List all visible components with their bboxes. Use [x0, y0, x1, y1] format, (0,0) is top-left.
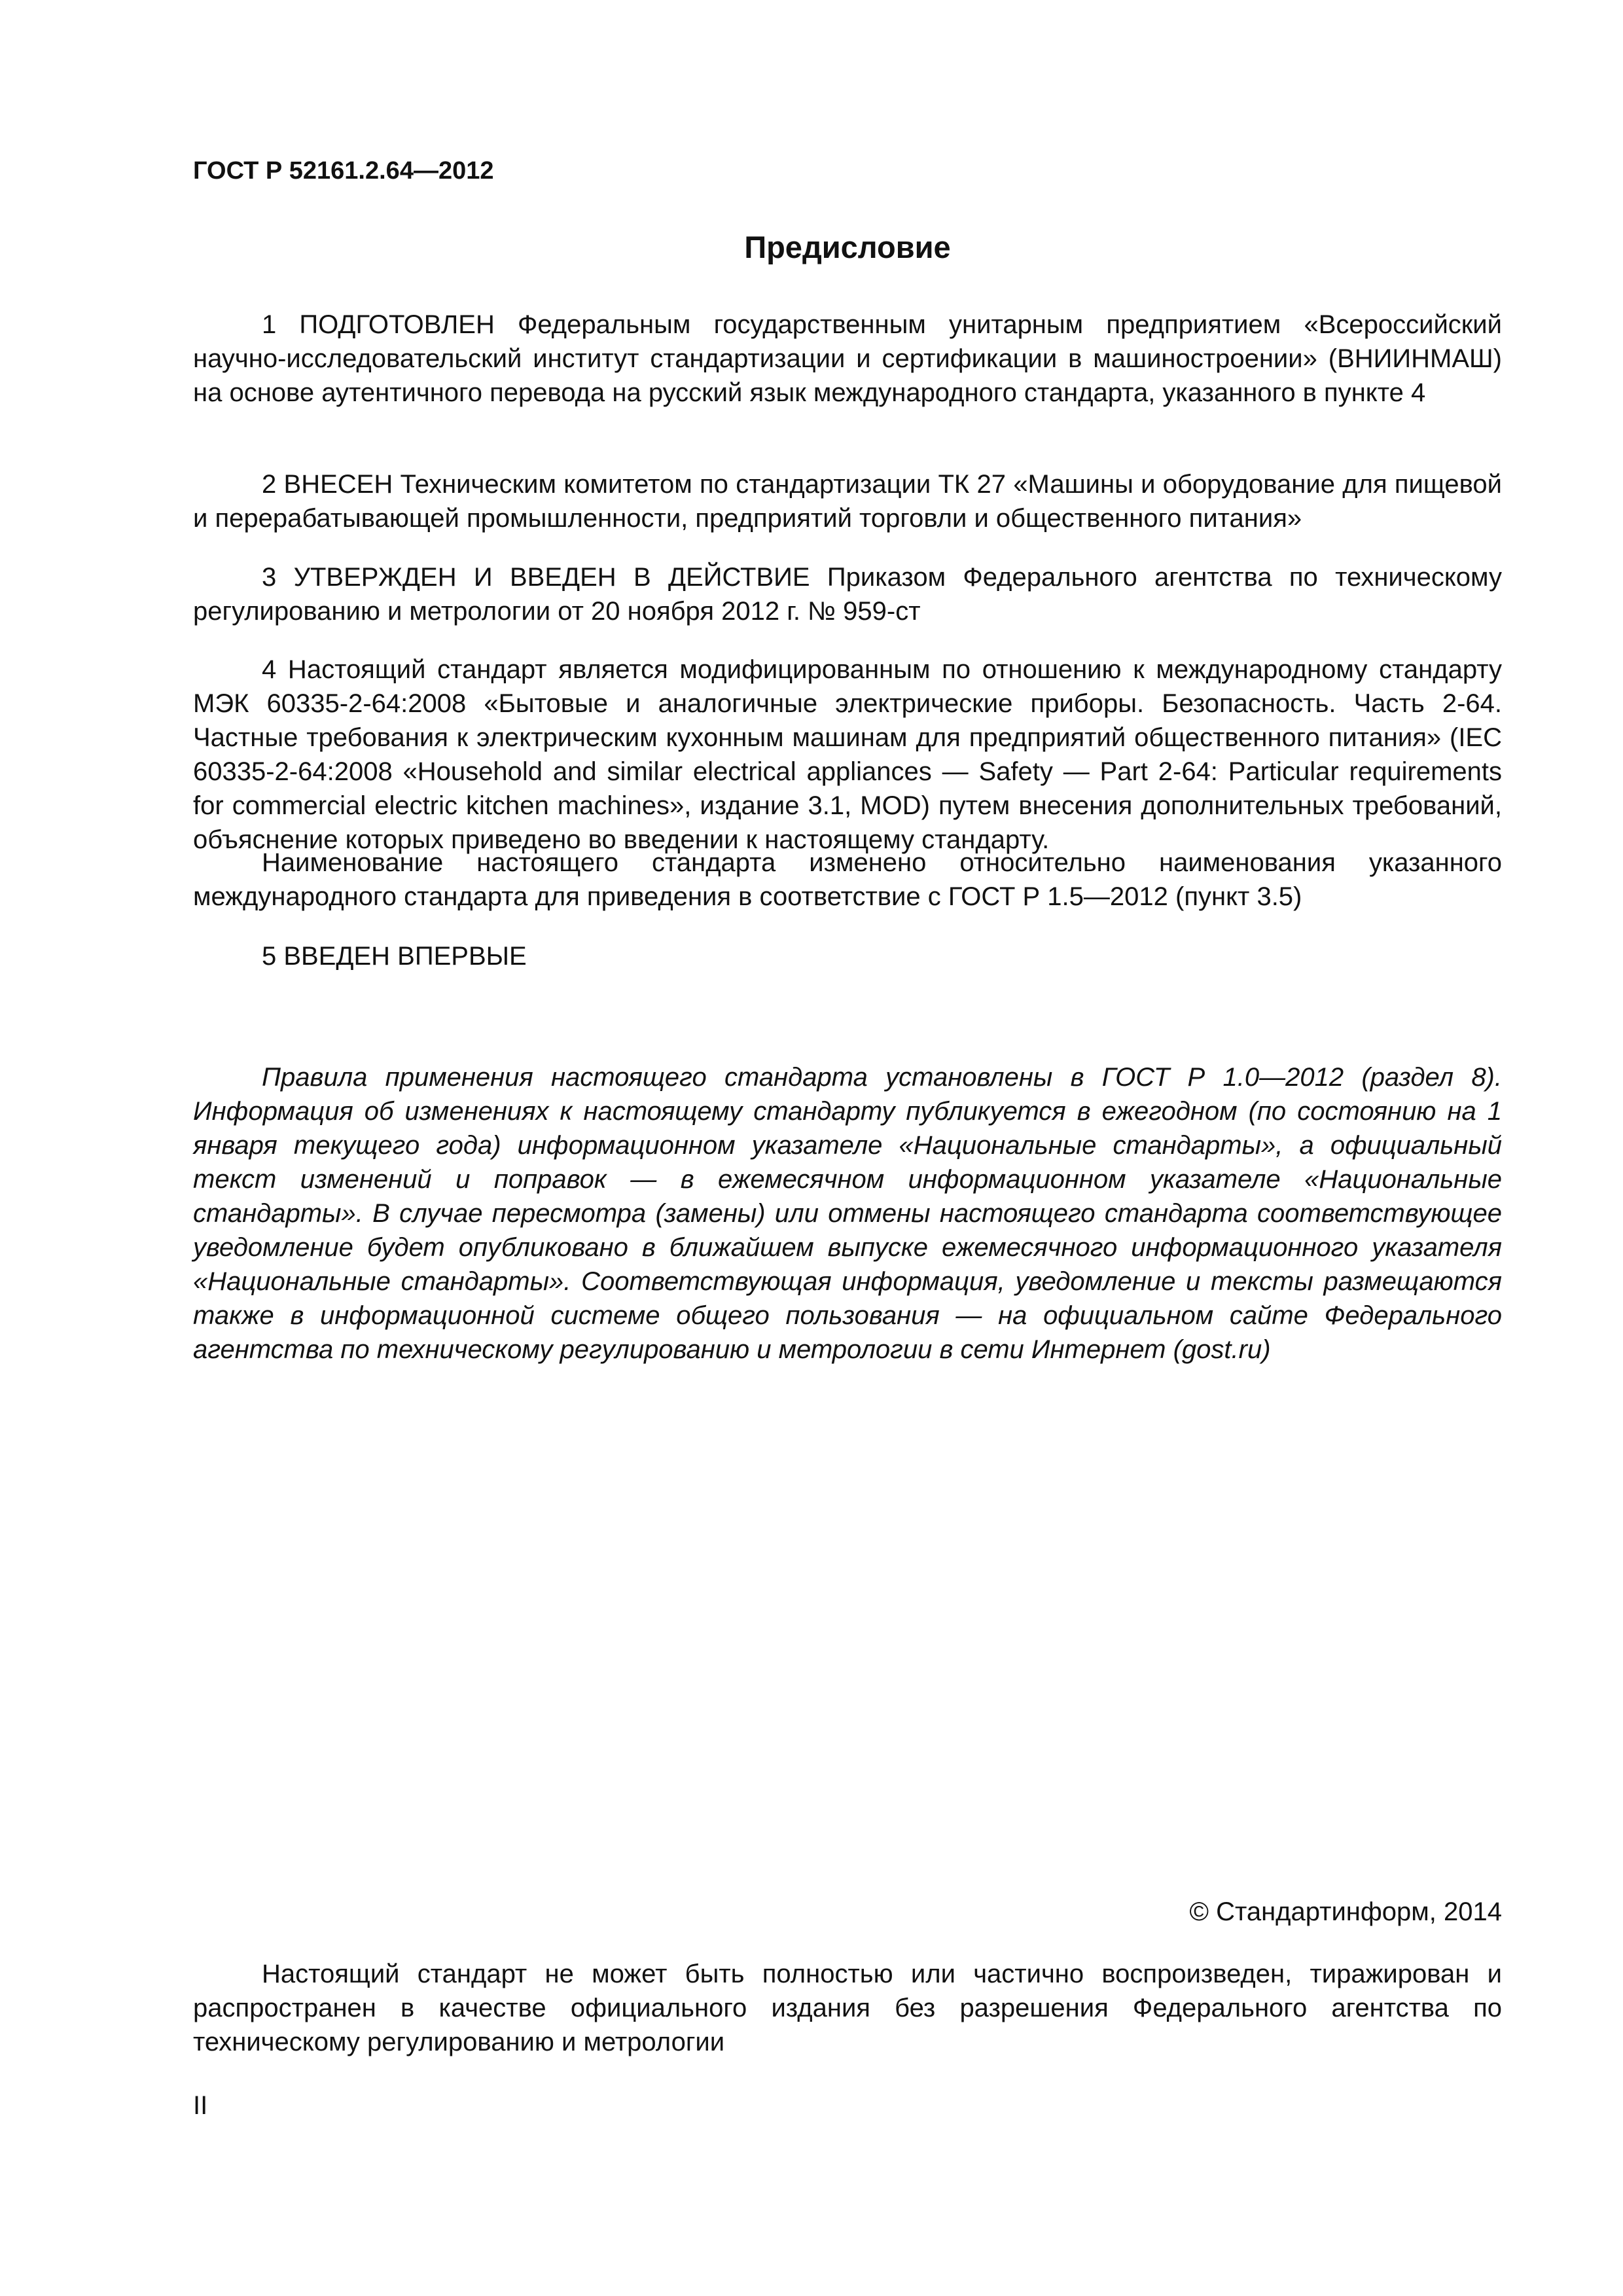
page-title: Предисловие: [744, 230, 951, 264]
reproduction-notice: Настоящий стандарт не может быть полностью или частично воспроизведен, тиражирован и распространен в качестве официального издания без разрешения Федерального агентства по техническому регулированию и метрологии: [193, 1960, 1502, 2056]
paragraph-3-approved: 3 УТВЕРЖДЕН И ВВЕДЕН В ДЕЙСТВИЕ Приказом Федерального агентства по техническому регулированию и метрологии от 20 ноября 2012 г. № 959-ст: [193, 563, 1502, 626]
copyright-line: © Стандартинформ, 2014: [1189, 1897, 1502, 1926]
paragraph-4-modified-standard: 4 Настоящий стандарт является модифицированным по отношению к международному стандарту МЭК 60335-2-64:2008 «Бытовые и аналогичные электрические приборы. Безопасность. Часть 2-64. Частные требования к электрическим кухонным машинам для предприятий общественного питания» (IEC 60335-2-64:2008 «Household and similar electrical appliances — Safety — Part 2-64: Particular requirements for commercial electric kitchen machines», издание 3.1, MOD) путем внесения дополнительных требований, объяснение которых приведено во введении к настоящему стандарту.: [193, 655, 1502, 854]
paragraph-1-prepared: 1 ПОДГОТОВЛЕН Федеральным государственным унитарным предприятием «Всероссийский научно-исследовательский институт стандартизации и сертификации в машиностроении» (ВНИИНМАШ) на основе аутентичного перевода на русский язык международного стандарта, указанного в пункте 4: [193, 310, 1502, 407]
paragraph-2-introduced: 2 ВНЕСЕН Техническим комитетом по стандартизации ТК 27 «Машины и оборудование для пищевой и перерабатывающей промышленности, предприятий торговли и общественного питания»: [193, 470, 1502, 533]
document-header: ГОСТ Р 52161.2.64—2012: [193, 157, 494, 185]
paragraph-4-name-change: Наименование настоящего стандарта изменено относительно наименования указанного международного стандарта для приведения в соответствие с ГОСТ Р 1.5—2012 (пункт 3.5): [193, 848, 1502, 911]
paragraph-5-first-introduced: 5 ВВЕДЕН ВПЕРВЫЕ: [262, 942, 527, 971]
rules-notice: Правила применения настоящего стандарта установлены в ГОСТ Р 1.0—2012 (раздел 8). Информация об изменениях к настоящему стандарту публикуется в ежегодном (по состоянию на 1 января текущего года) информационном указателе «Национальные стандарты», а официальный текст изменений и поправок — в ежемесячном информационном указателе «Национальные стандарты». В случае пересмотра (замены) или отмены настоящего стандарта соответствующее уведомление будет опубликовано в ближайшем выпуске ежемесячного информационного указателя «Национальные стандарты». Соответствующая информация, уведомление и тексты размещаются также в информационной системе общего пользования — на официальном сайте Федерального агентства по техническому регулированию и метрологии в сети Интернет (gost.ru): [193, 1063, 1502, 1364]
page-number: II: [193, 2091, 208, 2120]
